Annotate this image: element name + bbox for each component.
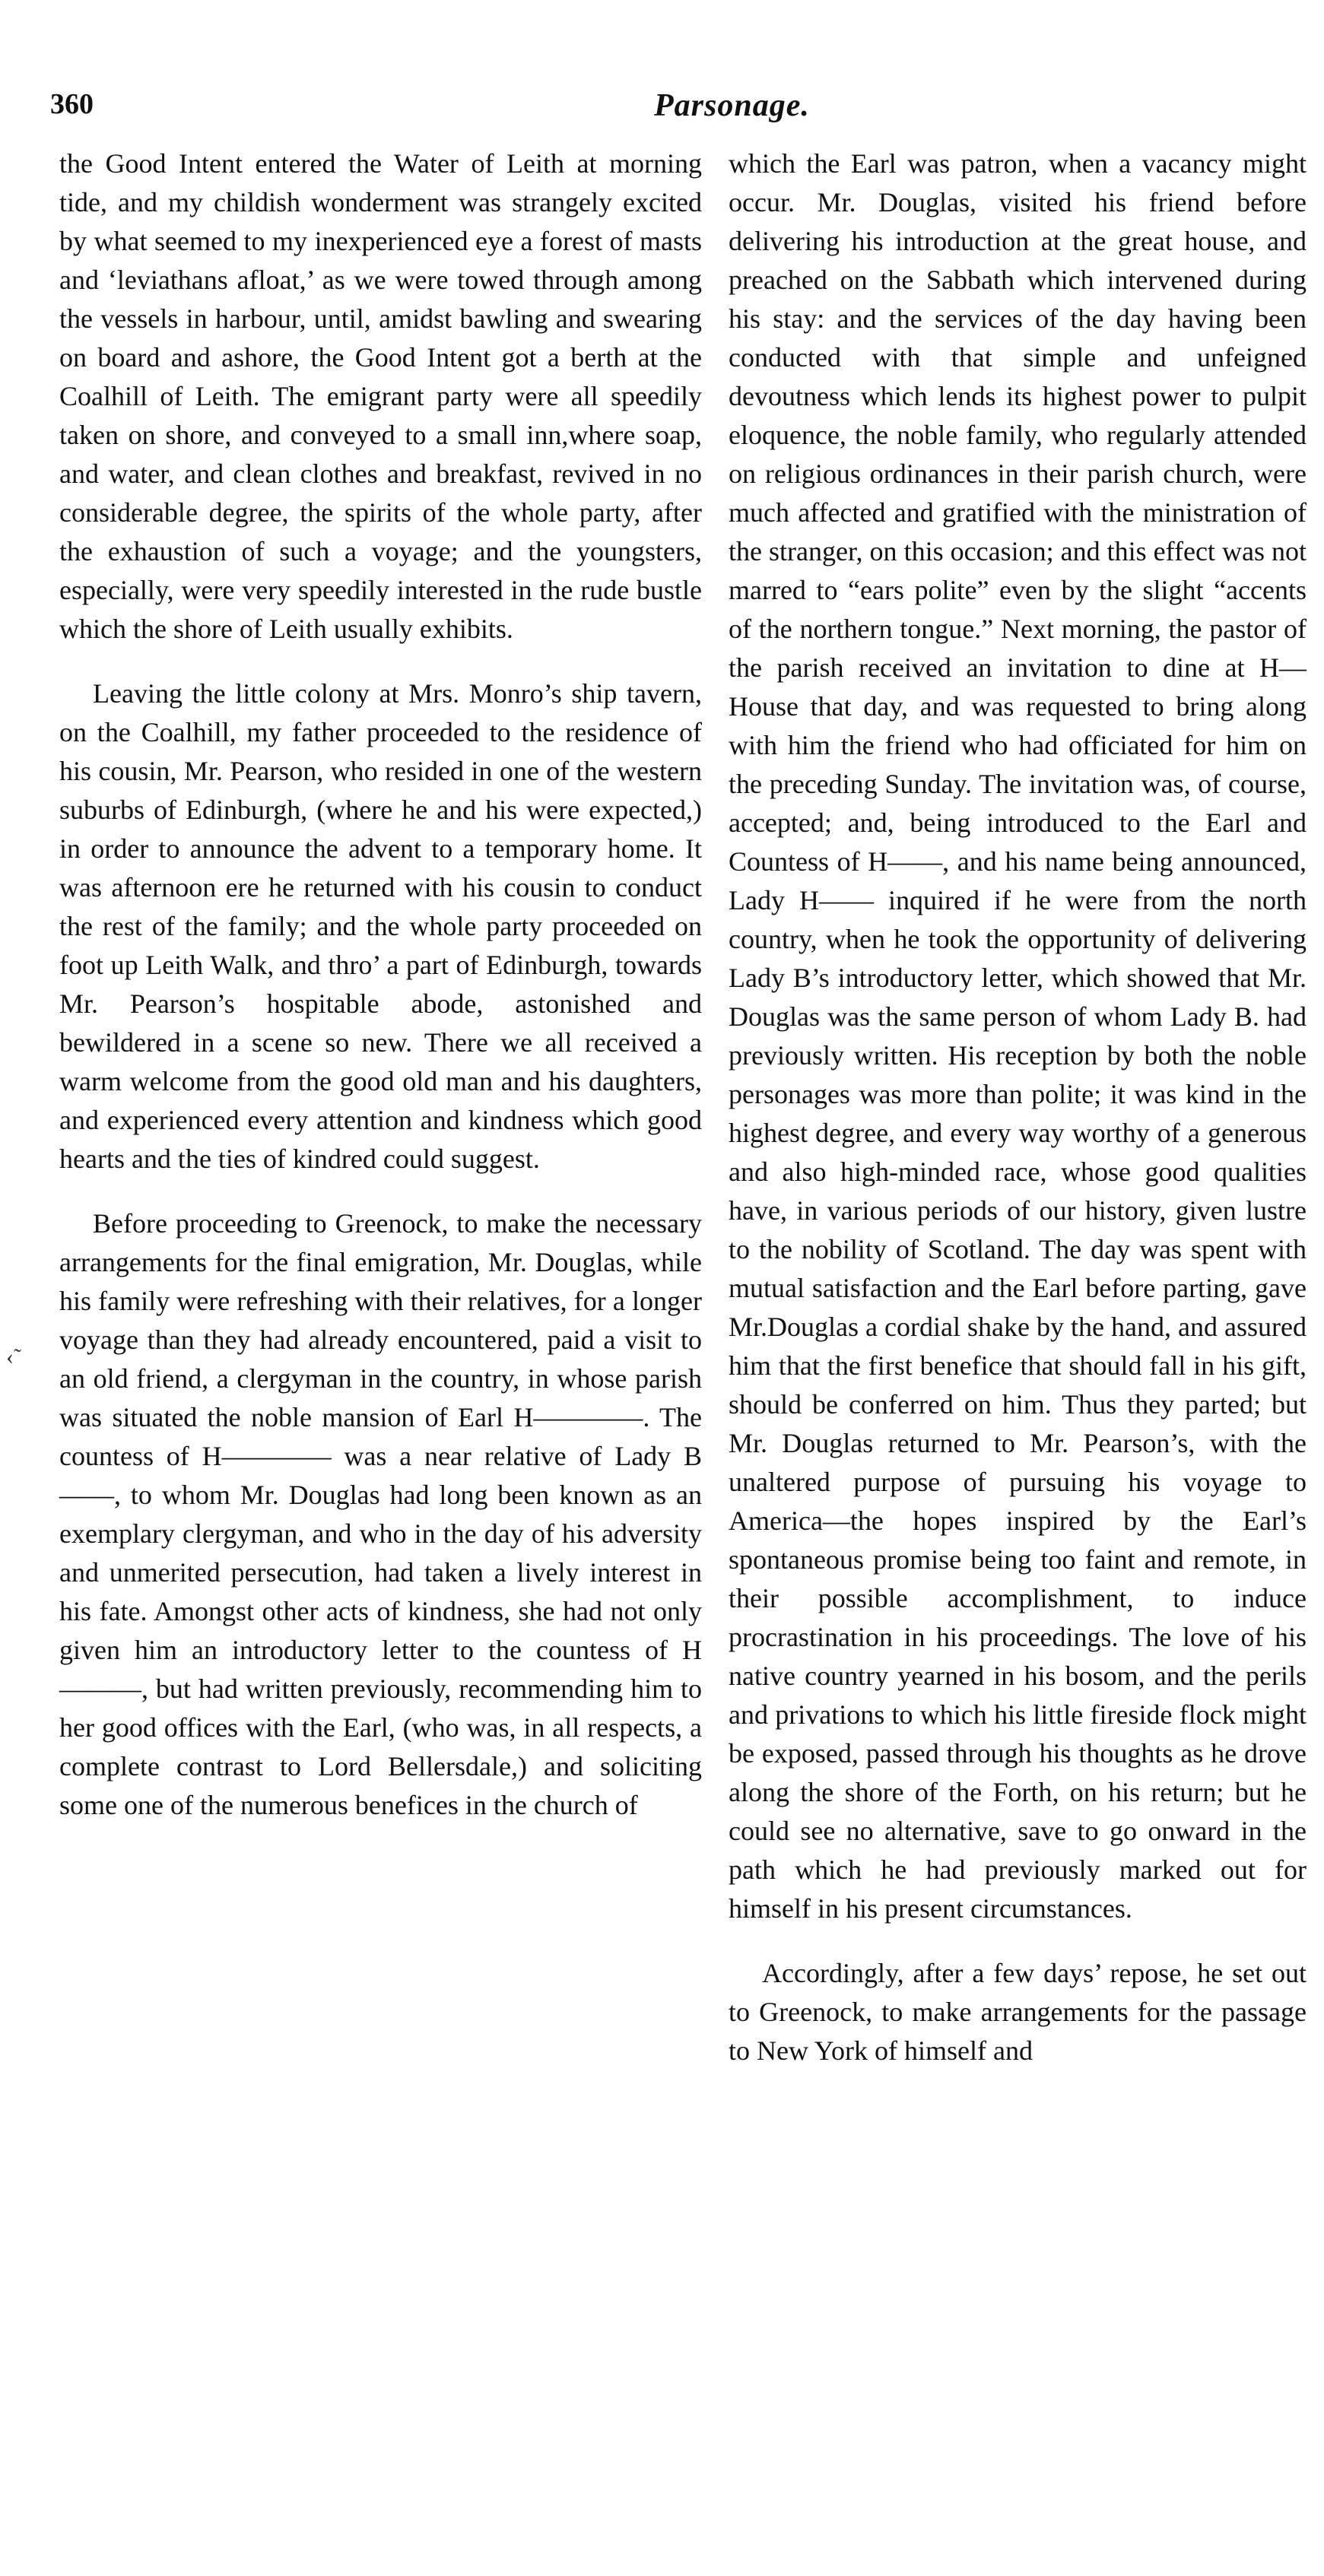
- paragraph: Accordingly, after a few days’ repose, he set out to Greenock, to make arrangements for the passage to New York of himself and: [729, 1958, 1307, 2066]
- margin-mark: ‹˜: [6, 1344, 21, 1369]
- running-head: Parsonage.: [654, 88, 810, 123]
- paragraph: the Good Intent entered the Water of Leith at morning tide, and my childish wonderment was strangely excited by what seemed to my inexperienced eye a forest of masts and ‘leviathans afloat,’ as we were towed through among the vessels in harbour, until, amidst bawling and swearing on board and ashore, the Good Intent got a berth at the Coalhill of Leith. The emigrant party were all speedily taken on shore, and conveyed to a small inn,where soap, and water, and clean clothes and breakfast, revived in no considerable degree, the spirits of the whole party, after the exhaustion of such a voyage; and the youngsters, especially, were very speedily interested in the rude bustle which the shore of Leith usually exhibits.: [59, 148, 702, 644]
- page-number: 360: [50, 88, 94, 120]
- paragraph: Leaving the little colony at Mrs. Monro’s ship tavern, on the Coalhill, my father proceeded to the residence of his cousin, Mr. Pearson, who resided in one of the western suburbs of Edinburgh, (where he and his were expected,) in order to announce the advent to a temporary home. It was afternoon ere he returned with his cousin to conduct the rest of the family; and the whole party proceeded on foot up Leith Walk, and thro’ a part of Edinburgh, towards Mr. Pearson’s hospitable abode, astonished and bewildered in a scene so new. There we all received a warm welcome from the good old man and his daughters, and experienced every attention and kindness which good hearts and the ties of kindred could suggest.: [59, 678, 702, 1174]
- right-column: [729, 144, 1307, 2540]
- paragraph: Before proceeding to Greenock, to make the necessary arrangements for the final emigration, Mr. Douglas, while his family were refreshing with their relatives, for a longer voyage than they had already encountered, paid a visit to an old friend, a clergyman in the country, in whose parish was situated the noble mansion of Earl H————. The countess of H———— was a near relative of Lady B——, to whom Mr. Douglas had long been known as an exemplary clergyman, and who in the day of his adversity and unmerited persecution, had taken a lively interest in his fate. Amongst other acts of kindness, she had not only given him an introductory letter to the countess of H———, but had written previously, recommending him to her good offices with the Earl, (who was, in all respects, a complete contrast to Lord Bellersdale,) and soliciting some one of the numerous benefices in the church of: [59, 1208, 702, 1820]
- left-column: [59, 144, 702, 1851]
- paragraph: which the Earl was patron, when a vacancy might occur. Mr. Douglas, visited his friend before delivering his introduction at the great house, and preached on the Sabbath which intervened during his stay: and the services of the day having been conducted with that simple and unfeigned devoutness which lends its highest power to pulpit eloquence, the noble family, who regularly attended on religious ordinances in their parish church, were much affected and gratified with the ministration of the stranger, on this occasion; and this effect was not marred to “ears polite” even by the slight “accents of the northern tongue.” Next morning, the pastor of the parish received an invitation to dine at H— House that day, and was requested to bring along with him the friend who had officiated for him on the preceding Sunday. The invitation was, of course, accepted; and, being introduced to the Earl and Countess of H——, and his name being announced, Lady H—— inquired if he were from the north country, when he took the opportunity of delivering Lady B’s introductory letter, which showed that Mr. Douglas was the same person of whom Lady B. had previously written. His reception by both the noble personages was more than polite; it was kind in the highest degree, and every way worthy of a generous and also high-minded race, whose good qualities have, in various periods of our history, given lustre to the nobility of Scotland. The day was spent with mutual satisfaction and the Earl before parting, gave Mr.Douglas a cordial shake by the hand, and assured him that the first benefice that should fall in his gift, should be conferred on him. Thus they parted; but Mr. Douglas returned to Mr. Pearson’s, with the unaltered purpose of pursuing his voyage to America—the hopes inspired by the Earl’s spontaneous promise being too faint and remote, in their possible accomplishment, to induce procrastination in his proceedings. The love of his native country yearned in his bosom, and the perils and privations to which his little fireside flock might be exposed, passed through his thoughts as he drove along the shore of the Forth, on his return; but he could see no alternative, save to go onward in the path which he had previously marked out for himself in his present circumstances.: [729, 148, 1307, 1924]
